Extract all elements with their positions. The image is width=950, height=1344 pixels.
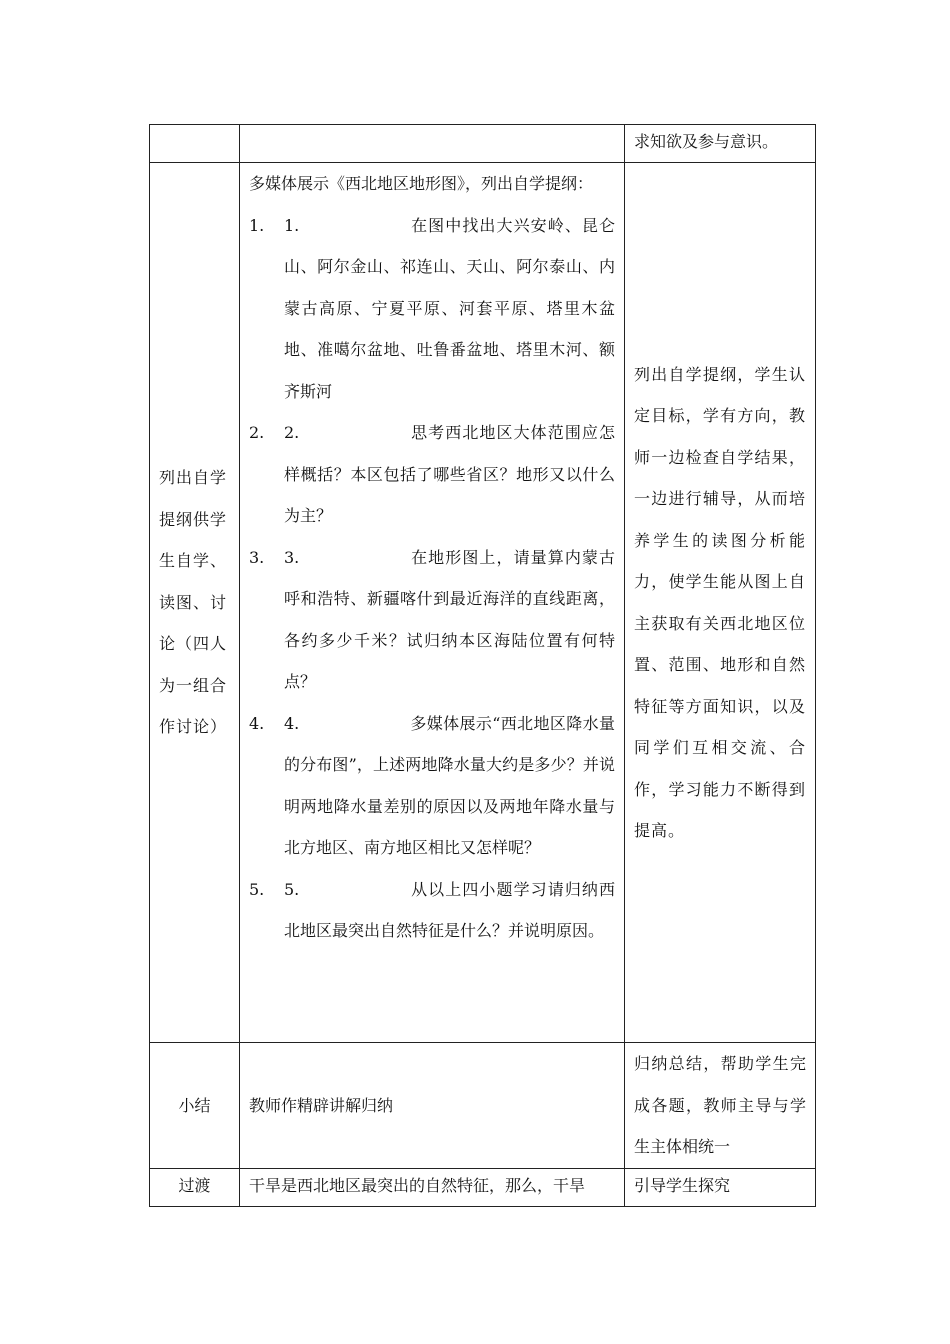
list-item: 2. 2. 思考西北地区大体范围应怎样概括？本区包括了哪些省区？地形又以什么为主？ [249,423,615,525]
table-row [150,125,816,163]
self-study-outline [240,163,625,1043]
outline-intro: 多媒体展示《西北地区地形图》，列出自学提纲： [249,174,594,193]
row1-col3: 求知欲及参与意识。 [625,125,816,163]
row1-col1 [150,125,240,163]
row1-col2 [240,125,625,163]
activity-label: 列出自学 提纲供学 生自学、 读图、讨 论（四人 为一组合 作讨论） [150,163,240,1043]
summary-label: 小结 [150,1043,240,1169]
table-row [150,1043,816,1169]
list-item: 1. 1. 在图中找出大兴安岭、昆仑山、阿尔金山、祁连山、天山、阿尔泰山、内蒙古高原、宁夏平原、河套平原、塔里木盆地、准噶尔盆地、吐鲁番盆地、塔里木河、额齐斯河 [249,215,615,401]
table-row [150,1168,816,1206]
list-item: 3. 3. 在地形图上，请量算内蒙古呼和浩特、新疆喀什到最近海洋的直线距离，各约多少千米？试归纳本区海陆位置有何特点？ [249,547,615,691]
lesson-plan-table [149,124,816,1207]
transition-intent: 引导学生探究 [625,1168,816,1206]
transition-label: 过渡 [150,1168,240,1206]
transition-content: 干旱是西北地区最突出的自然特征，那么，干旱 [240,1168,625,1206]
list-item: 4. 4. 多媒体展示“西北地区降水量的分布图”，上述两地降水量大约是多少？并说明两地降水量差别的原因以及两地年降水量与北方地区、南方地区相比又怎样呢？ [249,713,615,857]
design-intent: 列出自学提纲，学生认定目标，学有方向，教师一边检查自学结果，一边进行辅导，从而培养学生的读图分析能力，使学生能从图上自主获取有关西北地区位置、范围、地形和自然特征等方面知识，以及同学们互相交流、合作，学习能力不断得到提高。 [625,163,816,1043]
summary-intent: 归纳总结，帮助学生完成各题，教师主导与学生主体相统一 [625,1043,816,1169]
list-item: 5. 5. 从以上四小题学习请归纳西北地区最突出自然特征是什么？并说明原因。 [249,879,615,940]
outline-list [249,205,615,952]
table-row [150,163,816,1043]
summary-content: 教师作精辟讲解归纳 [240,1043,625,1169]
